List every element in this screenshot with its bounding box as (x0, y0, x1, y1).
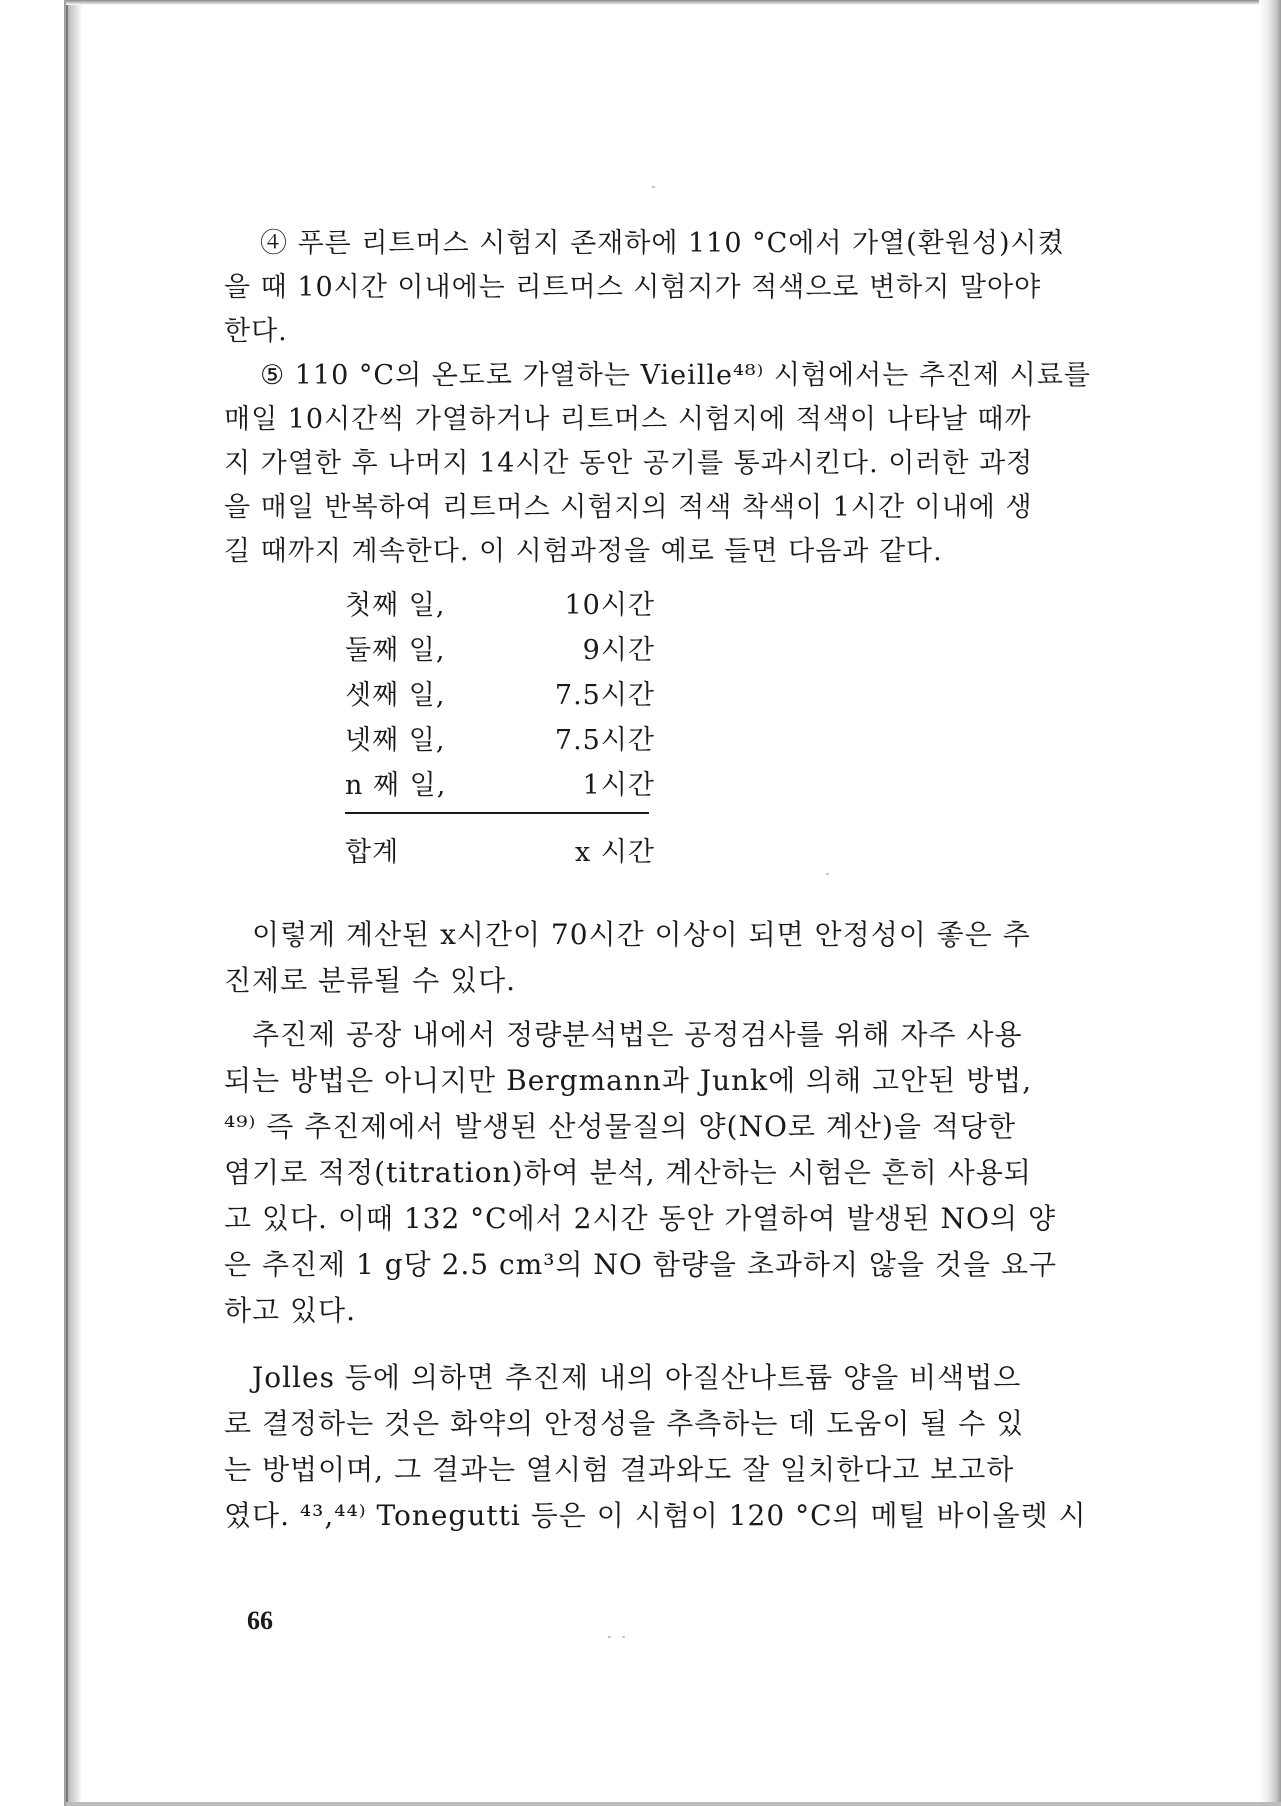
text-line: ④ 푸른 리트머스 시험지 존재하에 110 °C에서 가열(환원성)시켰 (260, 228, 1065, 259)
day-label: 셋째 일, (345, 680, 446, 711)
paragraph-quantitative-analysis (224, 1012, 1148, 1334)
scan-speck (826, 873, 829, 875)
text-line: 염기로 적정(titration)하여 분석, 계산하는 시험은 흔히 사용되 (224, 1156, 1032, 1189)
page-right-shadow (1259, 0, 1281, 1806)
scan-speck (622, 1636, 625, 1638)
total-label: 합계 (345, 837, 400, 868)
hours-value: 7.5시간 (554, 725, 655, 756)
text-line: 로 결정하는 것은 화약의 안정성을 추측하는 데 도움이 될 수 있 (224, 1407, 1025, 1440)
paragraph-item-4 (224, 222, 1150, 354)
page-number: 66 (247, 1606, 273, 1635)
list-item (345, 628, 655, 673)
paragraph-classification (224, 912, 1148, 1004)
text-line: 되는 방법은 아니지만 Bergmann과 Junk에 의해 고안된 방법, (224, 1064, 1033, 1097)
hours-value: 7.5시간 (554, 680, 655, 711)
text-line: 이렇게 계산된 x시간이 70시간 이상이 되면 안정성이 좋은 추 (252, 918, 1031, 951)
text-line: 길 때까지 계속한다. 이 시험과정을 예로 들면 다음과 같다. (224, 536, 943, 567)
text-line: 추진제 공장 내에서 정량분석법은 공정검사를 위해 자주 사용 (252, 1018, 1023, 1051)
text-line: 매일 10시간씩 가열하거나 리트머스 시험지에 적색이 나타날 때까 (224, 404, 1032, 435)
day-label: 첫째 일, (345, 590, 446, 621)
text-line: 지 가열한 후 나머지 14시간 동안 공기를 통과시킨다. 이러한 과정 (224, 448, 1034, 479)
day-label: 넷째 일, (345, 725, 446, 756)
text-line: 진제로 분류될 수 있다. (224, 964, 517, 997)
hours-value: 10시간 (564, 590, 655, 621)
page-bottom-edge (66, 1802, 1281, 1806)
day-label: n 째 일, (345, 770, 447, 801)
text-line: ⑤ 110 °C의 온도로 가열하는 Vieille⁴⁸⁾ 시험에서는 추진제 시료를 (260, 360, 1091, 391)
text-line: 을 매일 반복하여 리트머스 시험지의 적색 착색이 1시간 이내에 생 (224, 492, 1033, 523)
list-item (345, 763, 655, 808)
scan-speck (652, 186, 655, 188)
list-item (345, 583, 655, 628)
sum-divider (345, 812, 649, 814)
text-line: Jolles 등에 의하면 추진제 내의 아질산나트륨 양을 비색법으 (252, 1361, 1022, 1394)
hours-value: 9시간 (582, 635, 655, 666)
hours-value: 1시간 (582, 770, 655, 801)
day-label: 둘째 일, (345, 635, 446, 666)
total-row (345, 830, 655, 875)
text-line: 은 추진제 1 g당 2.5 cm³의 NO 함량을 초과하지 않을 것을 요구 (224, 1248, 1057, 1281)
list-item (345, 673, 655, 718)
paragraph-item-5 (224, 354, 1150, 574)
text-line: ⁴⁹⁾ 즉 추진제에서 발생된 산성물질의 양(NO로 계산)을 적당한 (224, 1110, 1016, 1143)
total-value: x 시간 (575, 837, 655, 868)
text-line: 고 있다. 이때 132 °C에서 2시간 동안 가열하여 발생된 NO의 양 (224, 1202, 1057, 1235)
text-line: 하고 있다. (224, 1294, 356, 1327)
text-line: 한다. (224, 316, 288, 347)
example-hours-list (345, 583, 655, 875)
list-item (345, 718, 655, 763)
page-top-edge (66, 0, 1262, 5)
text-line: 는 방법이며, 그 결과는 열시험 결과와도 잘 일치한다고 보고하 (224, 1453, 1015, 1486)
scan-speck (608, 1636, 611, 1638)
page-edge-line (66, 0, 68, 1806)
paragraph-jolles (224, 1355, 1148, 1539)
text-line: 였다. ⁴³,⁴⁴⁾ Tonegutti 등은 이 시험이 120 °C의 메틸 바이올렛 시 (224, 1499, 1087, 1532)
text-line: 을 때 10시간 이내에는 리트머스 시험지가 적색으로 변하지 말아야 (224, 272, 1042, 303)
